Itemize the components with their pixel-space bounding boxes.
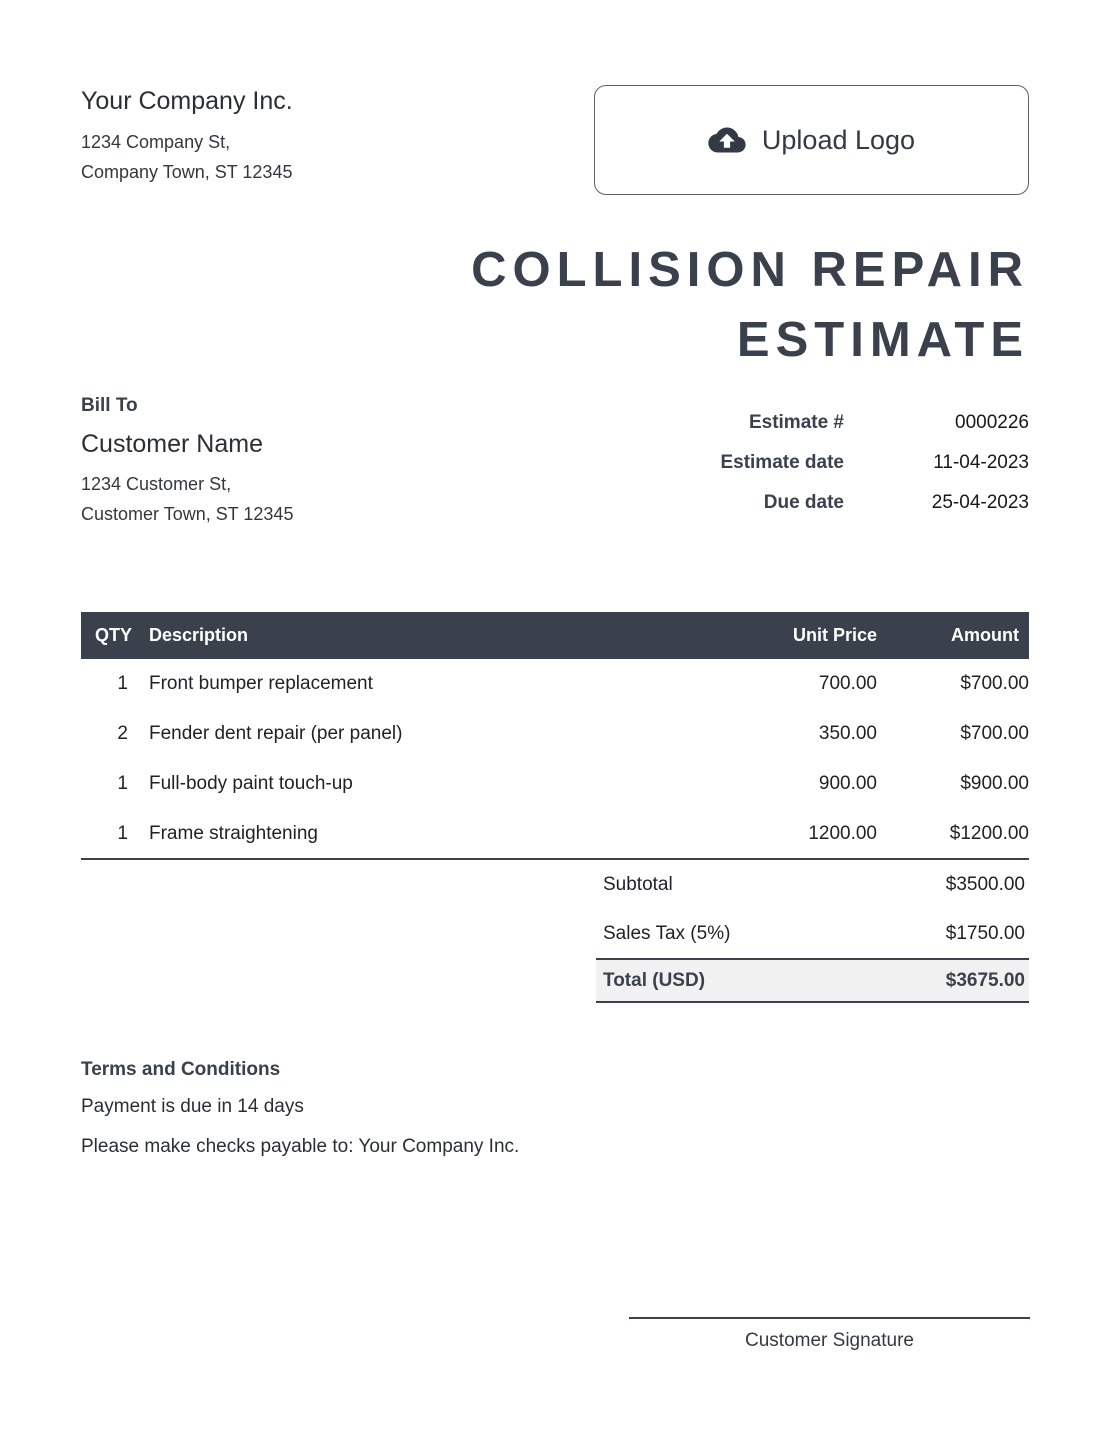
table-row (81, 709, 1029, 759)
billing-meta-section (81, 395, 1029, 532)
item-description: Full-body paint touch-up (149, 773, 353, 794)
item-qty: 1 (117, 673, 128, 694)
estimate-number-label: Estimate # (748, 412, 844, 433)
company-info (81, 85, 293, 187)
unit-price-column-header: Unit Price (792, 625, 877, 645)
item-qty: 2 (117, 723, 128, 744)
customer-name: Customer Name (81, 430, 263, 458)
document-title (81, 235, 1029, 375)
signature-block (629, 1317, 1030, 1352)
bill-to-heading: Bill To (81, 395, 138, 416)
item-qty: 1 (81, 809, 137, 859)
company-address (81, 127, 293, 187)
terms-section (81, 1059, 1029, 1161)
subtotal-label: Subtotal (603, 873, 673, 895)
table-row (81, 809, 1029, 859)
table-row (81, 759, 1029, 809)
sales-tax-row (596, 909, 1029, 958)
customer-address-line2: Customer Town, ST 12345 (81, 504, 294, 524)
total-row (596, 958, 1029, 1003)
due-date-row (720, 492, 1029, 514)
cloud-upload-icon (708, 126, 746, 154)
terms-heading: Terms and Conditions (81, 1059, 281, 1080)
estimate-date-row (720, 452, 1029, 474)
table-row (81, 659, 1029, 709)
estimate-number-row (720, 412, 1029, 434)
upload-logo-button[interactable] (594, 85, 1029, 195)
item-description: Fender dent repair (per panel) (149, 723, 403, 744)
estimate-date-value: 11-04-2023 (933, 452, 1029, 473)
document-title-line1: COLLISION REPAIR (471, 243, 1029, 297)
total-value: $3675.00 (945, 969, 1025, 991)
bill-to-block (81, 395, 293, 532)
sales-tax-value: $1750.00 (945, 922, 1025, 944)
terms-line: Payment is due in 14 days (81, 1096, 304, 1117)
totals-block (596, 860, 1029, 1003)
item-unit-price: 900.00 (818, 773, 877, 794)
signature-label: Customer Signature (745, 1330, 914, 1351)
item-unit-price: 1200.00 (712, 809, 877, 859)
document-title-line2: ESTIMATE (736, 313, 1029, 367)
estimate-date-label: Estimate date (720, 452, 844, 473)
company-address-line1: 1234 Company St, (81, 132, 231, 152)
description-column-header: Description (149, 625, 249, 645)
estimate-info-block (720, 412, 1029, 532)
item-amount: $700.00 (960, 723, 1029, 744)
due-date-value: 25-04-2023 (931, 492, 1029, 513)
item-unit-price: 700.00 (818, 673, 877, 694)
item-qty: 1 (117, 773, 128, 794)
item-amount: $1200.00 (877, 809, 1029, 859)
due-date-label: Due date (763, 492, 844, 513)
item-amount: $900.00 (960, 773, 1029, 794)
line-items-table (81, 612, 1029, 860)
total-label: Total (USD) (603, 969, 706, 991)
qty-column-header: QTY (95, 625, 133, 645)
subtotal-value: $3500.00 (945, 873, 1025, 895)
subtotal-row (596, 860, 1029, 909)
sales-tax-label: Sales Tax (5%) (603, 922, 731, 944)
item-unit-price: 350.00 (818, 723, 877, 744)
table-header-row (81, 612, 1029, 659)
item-amount: $700.00 (960, 673, 1029, 694)
item-description: Frame straightening (137, 809, 712, 859)
amount-column-header: Amount (951, 625, 1019, 645)
upload-logo-label: Upload Logo (761, 124, 916, 155)
document-header (81, 85, 1029, 195)
item-description: Front bumper replacement (149, 673, 373, 694)
estimate-number-value: 0000226 (955, 412, 1029, 433)
company-name: Your Company Inc. (81, 87, 293, 115)
customer-address-line1: 1234 Customer St, (81, 474, 232, 494)
terms-line: Please make checks payable to: Your Company Inc. (81, 1136, 520, 1157)
company-address-line2: Company Town, ST 12345 (81, 162, 293, 182)
customer-address (81, 469, 293, 529)
